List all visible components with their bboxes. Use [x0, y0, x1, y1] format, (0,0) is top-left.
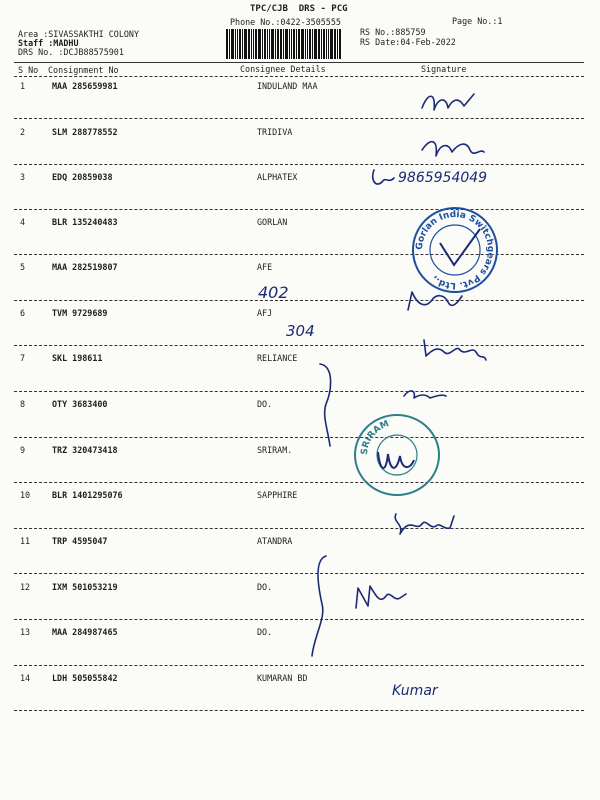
column-sno: S No	[18, 65, 39, 75]
row-consignment-number: MAA 284987465	[52, 627, 118, 637]
row-consignment-number: SLM 288778552	[52, 127, 118, 137]
drs-number: DRS No. :DCJB88575901	[18, 47, 124, 57]
signature-row-3	[368, 166, 398, 190]
signature-row-1	[418, 88, 478, 118]
signature-row-8	[400, 386, 450, 404]
row-separator	[14, 665, 584, 666]
row-separator	[14, 118, 584, 119]
header-bottom-rule	[14, 76, 584, 77]
row-consignee-name: DO.	[257, 582, 273, 592]
handwritten-304: 304	[286, 322, 315, 340]
row-consignee-name: ATANDRA	[257, 536, 293, 546]
gorlan-company-stamp	[410, 205, 500, 295]
row-consignment-number: SKL 198611	[52, 353, 103, 363]
report-title: TPC/CJB DRS - PCG	[250, 4, 348, 14]
row-consignment-number: TRP 4595047	[52, 536, 108, 546]
row-consignment-number: MAA 282519807	[52, 262, 118, 272]
row-consignment-number: TRZ 320473418	[52, 445, 118, 455]
row-serial-number: 5	[20, 262, 26, 272]
gorlan-stamp-text: Gorlan India Switchgears Pvt. Ltd.,	[414, 209, 496, 291]
row-consignment-number: MAA 285659981	[52, 81, 118, 91]
row-separator	[14, 710, 584, 711]
signature-row-12	[350, 582, 410, 612]
brace-rows-11-13	[306, 552, 336, 662]
row-serial-number: 13	[20, 627, 31, 637]
handwritten-phone-number: 9865954049	[398, 170, 488, 186]
row-consignment-number: LDH 505055842	[52, 673, 118, 683]
handwritten-402: 402	[258, 283, 289, 302]
row-serial-number: 3	[20, 172, 26, 182]
row-consignment-number: EDQ 20859038	[52, 172, 113, 182]
column-consignee: Consignee Details	[240, 64, 326, 74]
row-consignee-name: AFJ	[257, 308, 273, 318]
sriram-stamp-text: SRIRAM	[359, 419, 391, 456]
row-consignee-name: RELIANCE	[257, 353, 298, 363]
area-label: Area :SIVASSAKTHI COLONY	[18, 29, 140, 39]
row-consignee-name: GORLAN	[257, 217, 288, 227]
column-consignment: Consignment No	[48, 65, 119, 75]
row-separator	[14, 437, 584, 438]
row-consignee-name: ALPHATEX	[257, 172, 298, 182]
row-serial-number: 9	[20, 445, 26, 455]
brace-rows-7-9	[316, 360, 340, 450]
row-separator	[14, 482, 584, 483]
row-serial-number: 12	[20, 582, 31, 592]
row-consignment-number: OTY 3683400	[52, 399, 108, 409]
row-serial-number: 14	[20, 673, 31, 683]
row-serial-number: 11	[20, 536, 31, 546]
row-separator	[14, 528, 584, 529]
row-consignee-name: SRIRAM.	[257, 445, 293, 455]
row-consignee-name: INDULAND MAA	[257, 81, 318, 91]
row-serial-number: 8	[20, 399, 26, 409]
row-separator	[14, 391, 584, 392]
signature-row-6	[420, 330, 490, 366]
row-separator	[14, 573, 584, 574]
row-consignee-name: TRIDIVA	[257, 127, 293, 137]
row-consignment-number: BLR 135240483	[52, 217, 118, 227]
signature-row-5	[404, 288, 464, 318]
row-serial-number: 2	[20, 127, 26, 137]
row-separator	[14, 619, 584, 620]
row-serial-number: 4	[20, 217, 26, 227]
staff-label: Staff :MADHU	[18, 38, 79, 48]
barcode-image	[226, 29, 356, 59]
row-serial-number: 10	[20, 490, 31, 500]
row-consignment-number: TVM 9729689	[52, 308, 108, 318]
header-top-rule	[14, 62, 584, 63]
row-consignee-name: KUMARAN BD	[257, 673, 308, 683]
row-consignment-number: IXM 501053219	[52, 582, 118, 592]
rs-number: RS No.:885759	[360, 27, 426, 37]
svg-text:SRIRAM	[360, 419, 391, 455]
row-serial-number: 6	[20, 308, 26, 318]
row-serial-number: 7	[20, 353, 26, 363]
row-consignee-name: SAPPHIRE	[257, 490, 298, 500]
column-signature: Signature	[421, 64, 467, 74]
signature-row-2	[418, 134, 488, 164]
row-separator	[14, 345, 584, 346]
signature-row-10	[390, 506, 460, 542]
sriram-company-stamp	[352, 412, 442, 498]
row-consignee-name: AFE	[257, 262, 273, 272]
row-consignee-name: DO.	[257, 399, 273, 409]
rs-date: RS Date:04-Feb-2022	[360, 37, 456, 47]
row-consignee-name: DO.	[257, 627, 273, 637]
page-number: Page No.:1	[452, 16, 503, 26]
row-serial-number: 1	[20, 81, 26, 91]
handwritten-kumar: Kumar	[392, 683, 438, 699]
row-consignment-number: BLR 1401295076	[52, 490, 123, 500]
phone-number: Phone No.:0422-3505555	[230, 17, 341, 27]
svg-text:Gorlan India Switchgears Pvt.	[415, 210, 495, 290]
row-separator	[14, 300, 584, 301]
row-separator	[14, 164, 584, 165]
